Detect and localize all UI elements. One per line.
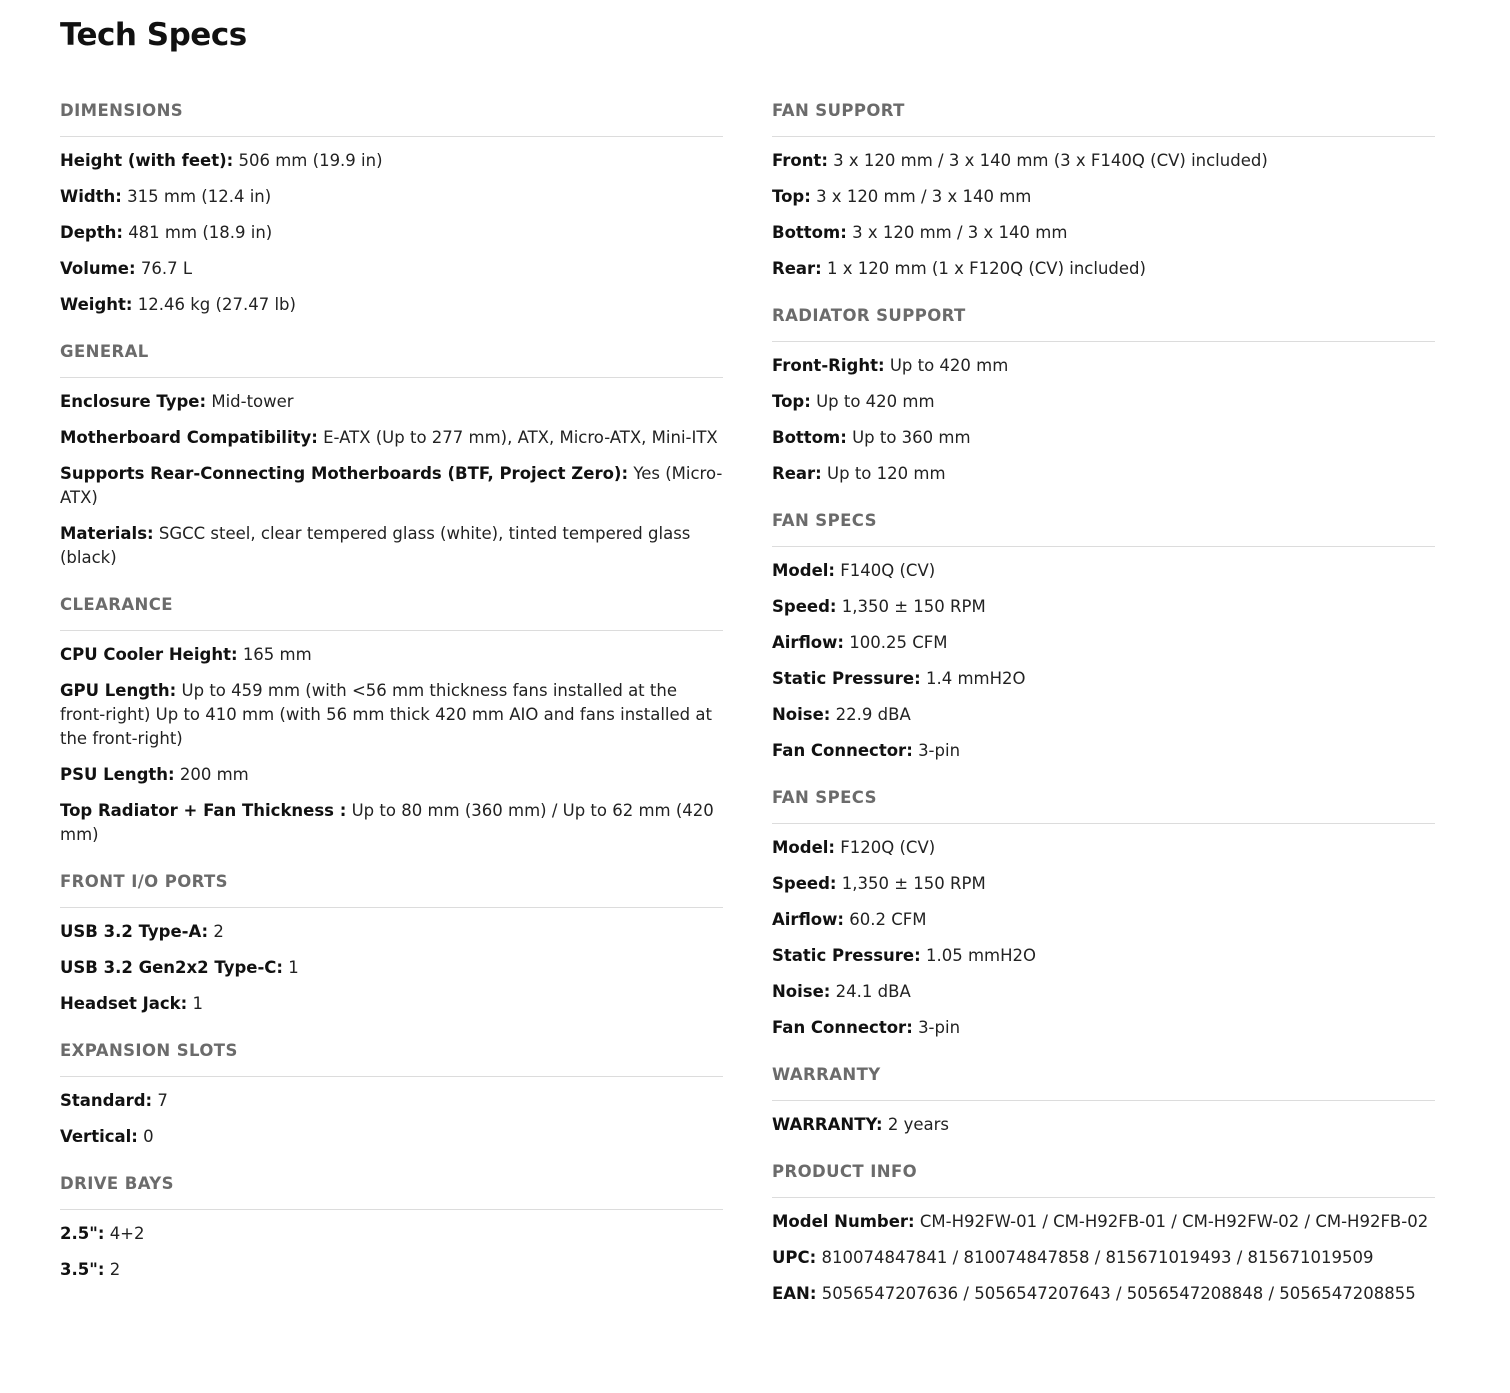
spec-value: 481 mm (18.9 in): [128, 223, 273, 242]
spec-value: 3 x 120 mm / 3 x 140 mm: [816, 187, 1032, 206]
spec-value: 3 x 120 mm / 3 x 140 mm (3 x F140Q (CV) included): [833, 151, 1268, 170]
spec-value: 3-pin: [918, 1018, 961, 1037]
spec-value: 7: [157, 1091, 168, 1110]
spec-row: [772, 462, 1435, 486]
spec-label: Materials:: [60, 524, 154, 543]
spec-label: Airflow:: [772, 633, 844, 652]
spec-label: Fan Connector:: [772, 741, 913, 760]
spec-label: Fan Connector:: [772, 1018, 913, 1037]
spec-row: [60, 257, 723, 281]
section-warranty: [772, 1060, 1435, 1137]
spec-value: 1,350 ± 150 RPM: [841, 874, 986, 893]
spec-row: [772, 836, 1435, 860]
section-fan-specs-f120q: [772, 783, 1435, 1040]
spec-label: Height (with feet):: [60, 151, 234, 170]
spec-label: Width:: [60, 187, 122, 206]
section-dimensions: [60, 96, 723, 317]
spec-value: 1 x 120 mm (1 x F120Q (CV) included): [827, 259, 1146, 278]
spec-value: Yes (Micro-ATX): [60, 464, 723, 507]
spec-value: 1: [288, 958, 299, 977]
spec-value: 1.05 mmH2O: [925, 946, 1036, 965]
spec-label: Top:: [772, 187, 811, 206]
spec-value: 3 x 120 mm / 3 x 140 mm: [852, 223, 1068, 242]
spec-row: [60, 920, 723, 944]
spec-row: [60, 390, 723, 414]
spec-label: USB 3.2 Type-A:: [60, 922, 209, 941]
spec-value: 2 years: [887, 1115, 949, 1134]
specs-columns: [60, 96, 1435, 1326]
spec-row: [772, 944, 1435, 968]
spec-row: [60, 956, 723, 980]
spec-label: Top:: [772, 392, 811, 411]
spec-value: Up to 420 mm: [889, 356, 1009, 375]
spec-label: GPU Length:: [60, 681, 177, 700]
spec-row: [772, 221, 1435, 245]
spec-row: [60, 679, 723, 751]
spec-value: 3-pin: [918, 741, 961, 760]
spec-value: Up to 360 mm: [852, 428, 971, 447]
spec-label: WARRANTY:: [772, 1115, 883, 1134]
spec-row: [772, 1113, 1435, 1137]
spec-label: Static Pressure:: [772, 669, 921, 688]
spec-row: [60, 462, 723, 510]
spec-value: Mid-tower: [211, 392, 294, 411]
spec-row: [60, 992, 723, 1016]
spec-value: 4+2: [109, 1224, 145, 1243]
spec-label: Bottom:: [772, 223, 847, 242]
section-heading: PRODUCT INFO: [772, 1157, 1435, 1198]
spec-row: [60, 522, 723, 570]
spec-value: SGCC steel, clear tempered glass (white), tinted tempered glass (black): [60, 524, 691, 567]
left-column: [60, 96, 723, 1326]
spec-value: 200 mm: [179, 765, 249, 784]
spec-label: Supports Rear-Connecting Motherboards (BTF, Project Zero):: [60, 464, 629, 483]
section-front-io-ports: [60, 867, 723, 1016]
spec-label: Volume:: [60, 259, 136, 278]
spec-row: [60, 426, 723, 450]
spec-value: 1,350 ± 150 RPM: [841, 597, 986, 616]
spec-value: 1.4 mmH2O: [925, 669, 1026, 688]
spec-value: CM-H92FW-01 / CM-H92FB-01 / CM-H92FW-02 / CM-H92FB-02: [919, 1212, 1429, 1231]
section-fan-specs-f140q: [772, 506, 1435, 763]
spec-row: [772, 257, 1435, 281]
spec-label: Vertical:: [60, 1127, 138, 1146]
spec-row: [60, 1089, 723, 1113]
spec-row: [772, 595, 1435, 619]
section-radiator-support: [772, 301, 1435, 486]
spec-label: Airflow:: [772, 910, 844, 929]
spec-value: Up to 120 mm: [827, 464, 946, 483]
spec-value: 76.7 L: [140, 259, 193, 278]
spec-row: [772, 908, 1435, 932]
section-clearance: [60, 590, 723, 847]
spec-label: PSU Length:: [60, 765, 175, 784]
section-fan-support: [772, 96, 1435, 281]
spec-value: 0: [143, 1127, 154, 1146]
spec-label: Noise:: [772, 705, 831, 724]
spec-label: Noise:: [772, 982, 831, 1001]
spec-label: Rear:: [772, 259, 822, 278]
spec-label: Motherboard Compatibility:: [60, 428, 318, 447]
page-title: Tech Specs: [60, 17, 247, 53]
section-heading: DIMENSIONS: [60, 96, 723, 137]
section-expansion-slots: [60, 1036, 723, 1149]
spec-row: [772, 667, 1435, 691]
spec-row: [772, 1210, 1435, 1234]
spec-value: 810074847841 / 810074847858 / 815671019493 / 815671019509: [821, 1248, 1374, 1267]
spec-row: [772, 1282, 1435, 1306]
spec-value: 2: [109, 1260, 121, 1279]
spec-label: Top Radiator + Fan Thickness :: [60, 801, 347, 820]
spec-row: [772, 1016, 1435, 1040]
spec-row: [772, 149, 1435, 173]
spec-label: Front:: [772, 151, 828, 170]
spec-value: 60.2 CFM: [849, 910, 927, 929]
section-heading: GENERAL: [60, 337, 723, 378]
spec-label: Speed:: [772, 874, 837, 893]
section-heading: DRIVE BAYS: [60, 1169, 723, 1210]
section-heading: FAN SPECS: [772, 783, 1435, 824]
spec-row: [60, 185, 723, 209]
spec-row: [60, 1222, 723, 1246]
spec-value: 506 mm (19.9 in): [238, 151, 383, 170]
spec-value: 100.25 CFM: [849, 633, 948, 652]
spec-label: USB 3.2 Gen2x2 Type-C:: [60, 958, 284, 977]
spec-row: [60, 1125, 723, 1149]
spec-value: Up to 80 mm (360 mm) / Up to 62 mm (420 mm): [60, 801, 714, 844]
spec-value: 1: [192, 994, 203, 1013]
right-column: [772, 96, 1435, 1326]
spec-row: [772, 739, 1435, 763]
spec-value: 12.46 kg (27.47 lb): [137, 295, 296, 314]
spec-row: [772, 980, 1435, 1004]
spec-label: Headset Jack:: [60, 994, 188, 1013]
spec-row: [772, 354, 1435, 378]
spec-row: [60, 221, 723, 245]
spec-value: Up to 420 mm: [816, 392, 935, 411]
spec-label: EAN:: [772, 1284, 817, 1303]
spec-value: F120Q (CV): [840, 838, 936, 857]
section-drive-bays: [60, 1169, 723, 1282]
spec-label: CPU Cooler Height:: [60, 645, 238, 664]
spec-value: 5056547207636 / 5056547207643 / 5056547208848 / 5056547208855: [821, 1284, 1416, 1303]
spec-label: Model:: [772, 561, 836, 580]
section-heading: FAN SUPPORT: [772, 96, 1435, 137]
spec-value: 315 mm (12.4 in): [127, 187, 272, 206]
spec-value: 165 mm: [242, 645, 312, 664]
section-heading: CLEARANCE: [60, 590, 723, 631]
spec-row: [772, 390, 1435, 414]
section-heading: EXPANSION SLOTS: [60, 1036, 723, 1077]
spec-label: Model Number:: [772, 1212, 915, 1231]
section-heading: FRONT I/O PORTS: [60, 867, 723, 908]
spec-row: [60, 1258, 723, 1282]
spec-label: Weight:: [60, 295, 133, 314]
spec-value: E-ATX (Up to 277 mm), ATX, Micro-ATX, Mini-ITX: [323, 428, 718, 447]
spec-row: [60, 643, 723, 667]
spec-row: [772, 703, 1435, 727]
spec-value: 24.1 dBA: [835, 982, 911, 1001]
spec-label: 3.5":: [60, 1260, 105, 1279]
spec-row: [772, 426, 1435, 450]
section-product-info: [772, 1157, 1435, 1306]
spec-value: 2: [213, 922, 224, 941]
spec-label: Depth:: [60, 223, 123, 242]
section-heading: RADIATOR SUPPORT: [772, 301, 1435, 342]
spec-row: [772, 631, 1435, 655]
spec-label: Model:: [772, 838, 836, 857]
spec-label: 2.5":: [60, 1224, 105, 1243]
spec-label: UPC:: [772, 1248, 817, 1267]
spec-row: [60, 799, 723, 847]
section-heading: FAN SPECS: [772, 506, 1435, 547]
spec-value: 22.9 dBA: [835, 705, 911, 724]
spec-label: Static Pressure:: [772, 946, 921, 965]
spec-row: [60, 763, 723, 787]
spec-label: Speed:: [772, 597, 837, 616]
spec-row: [60, 149, 723, 173]
section-general: [60, 337, 723, 570]
spec-label: Front-Right:: [772, 356, 885, 375]
spec-row: [772, 559, 1435, 583]
spec-row: [772, 872, 1435, 896]
spec-row: [772, 185, 1435, 209]
spec-label: Rear:: [772, 464, 822, 483]
spec-label: Bottom:: [772, 428, 847, 447]
spec-value: Up to 459 mm (with <56 mm thickness fans installed at the front-right) Up to 410 mm (with 56 mm thick 420 mm AIO and fans installed at the front-right): [60, 681, 712, 748]
spec-value: F140Q (CV): [840, 561, 936, 580]
spec-label: Enclosure Type:: [60, 392, 207, 411]
spec-row: [772, 1246, 1435, 1270]
spec-row: [60, 293, 723, 317]
spec-label: Standard:: [60, 1091, 153, 1110]
section-heading: WARRANTY: [772, 1060, 1435, 1101]
